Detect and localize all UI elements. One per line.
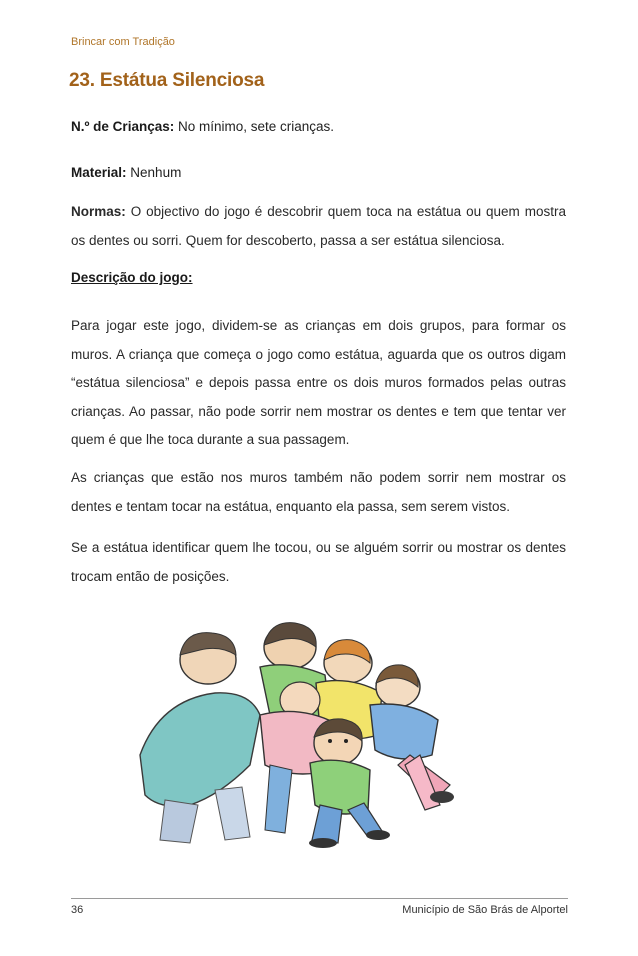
footer-municipality: Município de São Brás de Alportel — [402, 904, 568, 916]
rules-value: O objectivo do jogo é descobrir quem toca na estátua ou quem mostra os dentes ou sorri. Quem for descoberto, passa a ser estátua silenciosa. — [71, 204, 566, 248]
children-field — [71, 113, 566, 141]
material-value: Nenhum — [130, 165, 182, 180]
rules-label: Normas: — [71, 204, 126, 219]
page-number: 36 — [71, 904, 84, 916]
running-header: Brincar com Tradição — [71, 36, 175, 48]
children-huddle-illustration — [120, 605, 520, 850]
rules-field — [71, 198, 566, 255]
description-paragraph-1: Para jogar este jogo, dividem-se as crianças em dois grupos, para formar os muros. A criança que começa o jogo como estátua, aguarda que os outros digam “estátua silenciosa” e depois passa entre os dois muros formados pelas outras crianças. Ao passar, não pode sorrir nem mostrar os dentes e tem que tentar ver quem é que lhe toca durante a sua passagem. — [71, 318, 566, 447]
description-paragraph-2: As crianças que estão nos muros também não podem sorrir nem mostrar os dentes e tentam tocar na estátua, enquanto ela passa, sem serem vistos. — [71, 470, 566, 514]
section-number: 23. — [69, 70, 95, 91]
footer-divider — [71, 898, 568, 899]
description-heading: Descrição do jogo: — [71, 270, 193, 285]
description-paragraph-3: Se a estátua identificar quem lhe tocou, ou se alguém sorrir ou mostrar os dentes trocam então de posições. — [71, 540, 566, 584]
material-field — [71, 159, 566, 187]
children-value: No mínimo, sete crianças. — [177, 119, 335, 134]
section-title — [69, 70, 264, 92]
children-label: N.º de Crianças: — [71, 119, 175, 134]
material-label: Material: — [71, 165, 127, 180]
section-title-text: Estátua Silenciosa — [99, 70, 265, 91]
